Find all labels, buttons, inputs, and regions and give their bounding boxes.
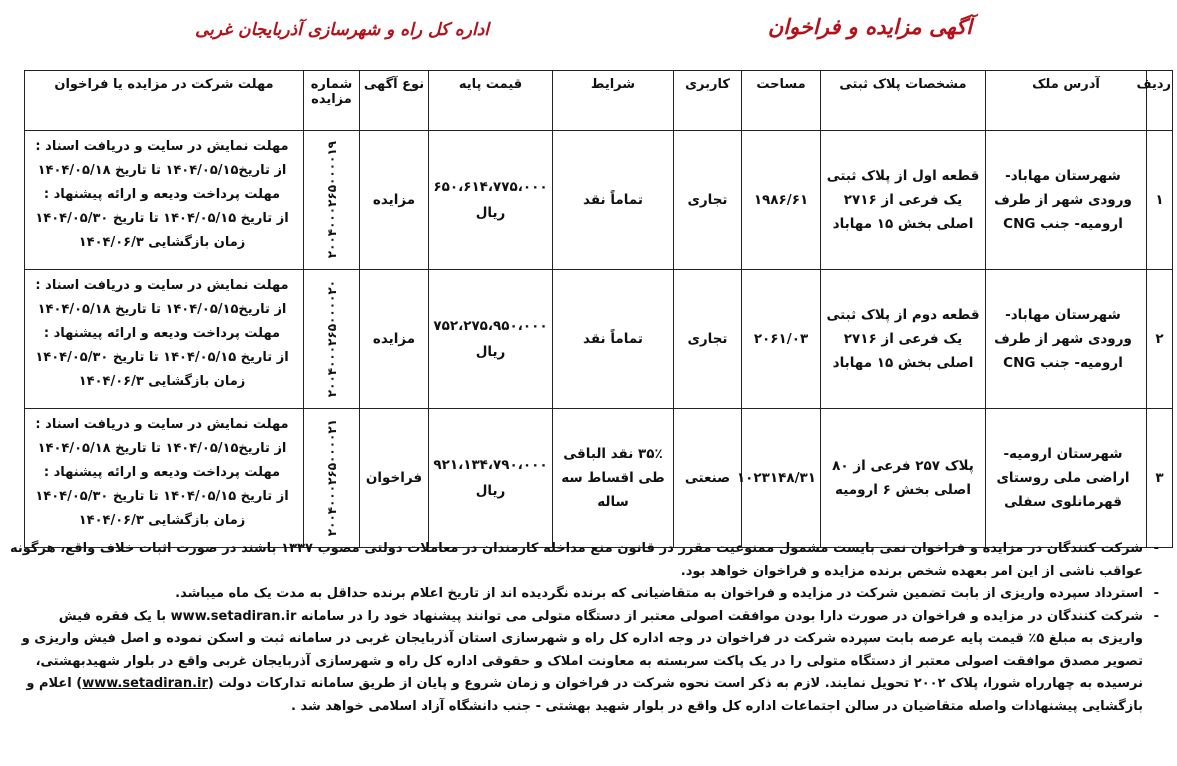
- row-number: ۳: [1147, 409, 1173, 548]
- note-text: شرکت کنندگان در مزایده و فراخوان در صورت دارا بودن موافقت اصولی معتبر از دستگاه متولی می توانند پیشنهاد خود را در سامانه: [300, 608, 1143, 624]
- auction-number-text: ۲۰۰۴۰۰۰۲۶۵۰۰۰۰۱۹: [324, 141, 339, 259]
- terms-value: ۳۵٪ نقد الباقی طی اقساط سه ساله: [553, 409, 674, 548]
- property-address: شهرستان مهاباد- ورودی شهر از طرف ارومیه- جنب CNG: [986, 270, 1147, 409]
- note-text: ) اعلام و بازگشایی پیشنهادات واصله متقاضیان در سالن اجتماعات اداره کل واقع در بلوار شهید بهشتی - جنب دانشگاه آزاد اسلامی خواهد شد .: [26, 676, 1143, 714]
- ad-type: مزایده: [360, 131, 429, 270]
- table-row: [25, 270, 1173, 409]
- page-header: [0, 0, 1177, 72]
- col-header-address: آدرس ملک: [986, 71, 1147, 131]
- col-header-price: قیمت پایه: [429, 71, 553, 131]
- deadline-line: زمان بازگشایی ۱۴۰۴/۰۶/۳: [78, 513, 246, 528]
- plate-spec: پلاک ۲۵۷ فرعی از ۸۰ اصلی بخش ۶ ارومیه: [821, 409, 986, 548]
- deadline-line: از تاریخ۱۴۰۴/۰۵/۱۵ تا تاریخ ۱۴۰۴/۰۵/۱۸: [37, 163, 287, 178]
- note-item: [10, 606, 1165, 719]
- area-value: ۱۹۸۶/۶۱: [742, 131, 821, 270]
- deadline-line: مهلت پرداخت ودیعه و ارائه پیشنهاد :: [43, 326, 281, 341]
- price-amount: ۷۵۲،۲۷۵،۹۵۰،۰۰۰: [433, 318, 548, 334]
- auction-number-text: ۲۰۰۴۰۰۰۲۶۵۰۰۰۰۲۱: [324, 419, 339, 537]
- col-header-plate: مشخصات پلاک ثبتی: [821, 71, 986, 131]
- table-row: [25, 409, 1173, 548]
- auction-number: [304, 270, 360, 409]
- terms-value: تماماً نقد: [553, 131, 674, 270]
- price-currency: ریال: [475, 344, 506, 360]
- deadline-cell: [25, 270, 304, 409]
- deadline-line: زمان بازگشایی ۱۴۰۴/۰۶/۳: [78, 374, 246, 389]
- price-currency: ریال: [475, 205, 506, 221]
- property-address: شهرستان ارومیه- اراضی ملی روستای قهرمانلوی سفلی: [986, 409, 1147, 548]
- note-item: - شرکت کنندگان در مزایده و فراخوان نمی بایست مشمول ممنوعیت مقرر در قانون منع مداخله کارمندان در معاملات دولتی مصوب ۱۳۳۷ باشند در صورت اثبات خلاف واقع، هرگونه عواقب ناشی از این امر بعهده شخص برنده مزایده و فراخوان خواهد بود.: [10, 538, 1165, 583]
- base-price: [429, 270, 553, 409]
- notes-section: [10, 538, 1165, 718]
- setadiran-link[interactable]: www.setadiran.ir: [82, 676, 208, 691]
- col-header-deadline: مهلت شرکت در مزایده یا فراخوان: [25, 71, 304, 131]
- col-header-auction-no: شماره مزایده: [304, 71, 360, 131]
- auction-number: [304, 409, 360, 548]
- base-price: [429, 131, 553, 270]
- deadline-line: از تاریخ ۱۴۰۴/۰۵/۱۵ تا تاریخ ۱۴۰۴/۰۵/۳۰: [35, 211, 289, 226]
- plate-spec: قطعه اول از پلاک ثبتی یک فرعی از ۲۷۱۶ اصلی بخش ۱۵ مهاباد: [821, 131, 986, 270]
- deadline-line: از تاریخ۱۴۰۴/۰۵/۱۵ تا تاریخ ۱۴۰۴/۰۵/۱۸: [37, 302, 287, 317]
- table-header-row: [25, 71, 1173, 131]
- ad-type: فراخوان: [360, 409, 429, 548]
- price-amount: ۶۵۰،۶۱۴،۷۷۵،۰۰۰: [433, 179, 548, 195]
- property-address: شهرستان مهاباد- ورودی شهر از طرف ارومیه- جنب CNG: [986, 131, 1147, 270]
- deadline-cell: [25, 131, 304, 270]
- plate-spec: قطعه دوم از پلاک ثبتی یک فرعی از ۲۷۱۶ اصلی بخش ۱۵ مهاباد: [821, 270, 986, 409]
- deadline-line: از تاریخ ۱۴۰۴/۰۵/۱۵ تا تاریخ ۱۴۰۴/۰۵/۳۰: [35, 350, 289, 365]
- deadline-line: زمان بازگشایی ۱۴۰۴/۰۶/۳: [78, 235, 246, 250]
- auction-table: [24, 70, 1173, 548]
- area-value: ۲۰۶۱/۰۳: [742, 270, 821, 409]
- usage-value: تجاری: [674, 270, 742, 409]
- organization-name: اداره کل راه و شهرسازی آذربایجان غربی: [195, 20, 490, 40]
- deadline-line: مهلت پرداخت ودیعه و ارائه پیشنهاد :: [43, 465, 281, 480]
- ad-type: مزایده: [360, 270, 429, 409]
- deadline-line: از تاریخ۱۴۰۴/۰۵/۱۵ تا تاریخ ۱۴۰۴/۰۵/۱۸: [37, 441, 287, 456]
- page-title: آگهی مزایده و فراخوان: [767, 14, 972, 39]
- usage-value: تجاری: [674, 131, 742, 270]
- deadline-line: مهلت نمایش در سایت و دریافت اسناد :: [35, 417, 289, 432]
- base-price: [429, 409, 553, 548]
- col-header-row-no: ردیف: [1147, 71, 1173, 131]
- col-header-area: مساحت: [742, 71, 821, 131]
- deadline-line: مهلت نمایش در سایت و دریافت اسناد :: [35, 278, 289, 293]
- price-amount: ۹۲۱،۱۳۴،۷۹۰،۰۰۰: [433, 457, 548, 473]
- terms-value: تماماً نقد: [553, 270, 674, 409]
- setadiran-link[interactable]: www.setadiran.ir: [170, 608, 297, 624]
- price-currency: ریال: [475, 483, 506, 499]
- auction-number-text: ۲۰۰۴۰۰۰۲۶۵۰۰۰۰۲۰: [324, 280, 339, 398]
- table-row: [25, 131, 1173, 270]
- col-header-ad-type: نوع آگهی: [360, 71, 429, 131]
- usage-value: صنعتی: [674, 409, 742, 548]
- row-number: ۱: [1147, 131, 1173, 270]
- deadline-cell: [25, 409, 304, 548]
- deadline-line: مهلت نمایش در سایت و دریافت اسناد :: [35, 139, 289, 154]
- auction-number: [304, 131, 360, 270]
- deadline-line: مهلت پرداخت ودیعه و ارائه پیشنهاد :: [43, 187, 281, 202]
- deadline-line: از تاریخ ۱۴۰۴/۰۵/۱۵ تا تاریخ ۱۴۰۴/۰۵/۳۰: [35, 489, 289, 504]
- note-text: با یک فقره فیش واریزی به مبلغ ۵٪ قیمت پایه عرصه بابت سپرده شرکت در فراخوان در وجه اداره کل راه و شهرسازی استان آذربایجان غربی در سامانه ثبت و اسکن نموده و اصل فیش واریزی و تصویر مصدق موافقت اصولی معتبر از دستگاه متولی را در یک پاکت سربسته به معاونت املاک و حقوقی اداره کل راه و شهرسازی آذربایجان غربی واقع در بلوار شهیدبهشتی، نرسیده به چهارراه شورا، پلاک ۲۰۰۲ تحویل نمایند. لازم به ذکر است نحوه شرکت در فراخوان و زمان شروع و پایان از طریق سامانه تدارکات دولت (: [21, 608, 1143, 691]
- row-number: ۲: [1147, 270, 1173, 409]
- area-value: ۱۰۲۳۱۴۸/۳۱: [742, 409, 821, 548]
- note-item: - استرداد سپرده واریزی از بابت تضمین شرکت در مزایده و فراخوان به متقاضیانی که برنده نگردیده اند از تاریخ اعلام برنده حداقل به مدت یک ماه میباشد.: [10, 583, 1165, 606]
- col-header-terms: شرایط: [553, 71, 674, 131]
- col-header-usage: کاربری: [674, 71, 742, 131]
